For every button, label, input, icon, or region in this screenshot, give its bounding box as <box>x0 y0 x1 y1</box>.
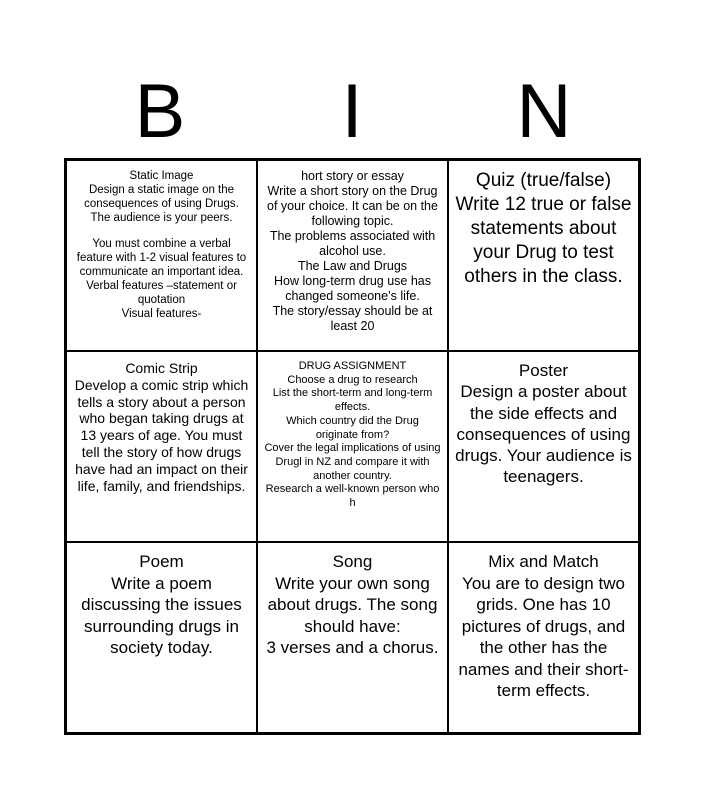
cell-line: Write 12 true or false statements about your Drug to test others in the class. <box>455 194 632 287</box>
cell-line: Develop a comic strip which tells a story about a person who began taking drugs at 13 years of age. You must tell the story of how drugs have had an impact on their life, family, and friendships. <box>74 376 249 494</box>
cell-line: You are to design two grids. One has 10 pictures of drugs, and the other has the names and their short-term effects. <box>458 573 629 700</box>
cell-title: Static Image <box>129 170 194 182</box>
cell-line: How long-term drug use has changed someone’s life. <box>273 274 432 303</box>
bingo-cell-short-story[interactable] <box>257 160 448 351</box>
cell-title: Poem <box>139 552 184 571</box>
header-letter-n: N <box>516 69 572 154</box>
bingo-cell-quiz[interactable] <box>448 160 639 351</box>
cell-line: The audience is your peers. <box>90 212 233 224</box>
cell-line: The problems associated with alcohol use. <box>269 229 436 258</box>
cell-line: Visual features- <box>121 308 202 320</box>
bingo-cell-song[interactable] <box>257 542 448 733</box>
cell-title: Song <box>332 552 373 571</box>
cell-line: Which country did the Drug originate from? <box>286 414 419 441</box>
cell-title: Comic Strip <box>125 360 198 376</box>
cell-line: Verbal features –statement or quotation <box>86 280 237 306</box>
bingo-cell-poem[interactable] <box>66 542 257 733</box>
cell-line: Cover the legal implications of using Drugl in NZ and compare it with another country. <box>264 442 441 482</box>
bingo-grid <box>64 158 641 735</box>
cell-line: 3 verses and a chorus. <box>266 638 439 657</box>
cell-line: List the short-term and long-term effects. <box>272 387 433 414</box>
cell-line: You must combine a verbal feature with 1-2 visual features to communicate an important idea. <box>76 238 247 278</box>
cell-line: Design a static image on the consequences of using Drugs. <box>84 184 239 210</box>
cell-line: The Law and Drugs <box>297 259 408 273</box>
bingo-cell-static-image[interactable] <box>66 160 257 351</box>
cell-line: Write a poem discussing the issues surrounding drugs in society today. <box>81 573 242 657</box>
header-letter-b: B <box>134 69 186 154</box>
bingo-cell-poster[interactable] <box>448 351 639 542</box>
cell-title: Quiz (true/false) <box>475 170 612 191</box>
bingo-header <box>64 68 641 156</box>
bingo-cell-drug-assignment[interactable] <box>257 351 448 542</box>
bingo-cell-comic-strip[interactable] <box>66 351 257 542</box>
cell-line: Design a poster about the side effects and consequences of using drugs. Your audience is teenagers. <box>455 382 632 487</box>
cell-title: Mix and Match <box>488 552 599 571</box>
cell-line: Research a well-known person who h <box>265 483 440 510</box>
cell-title: hort story or essay <box>301 169 404 183</box>
cell-title: Poster <box>518 361 569 380</box>
cell-line: Write your own song about drugs. The song should have: <box>267 573 438 636</box>
cell-line: The story/essay should be at least 20 <box>272 304 433 333</box>
cell-line: Write a short story on the Drug of your choice. It can be on the following topic. <box>267 184 438 228</box>
cell-line: Choose a drug to research <box>287 373 418 386</box>
header-letter-i: I <box>341 69 363 154</box>
cell-title: DRUG ASSIGNMENT <box>298 360 407 372</box>
bingo-cell-mix-and-match[interactable] <box>448 542 639 733</box>
